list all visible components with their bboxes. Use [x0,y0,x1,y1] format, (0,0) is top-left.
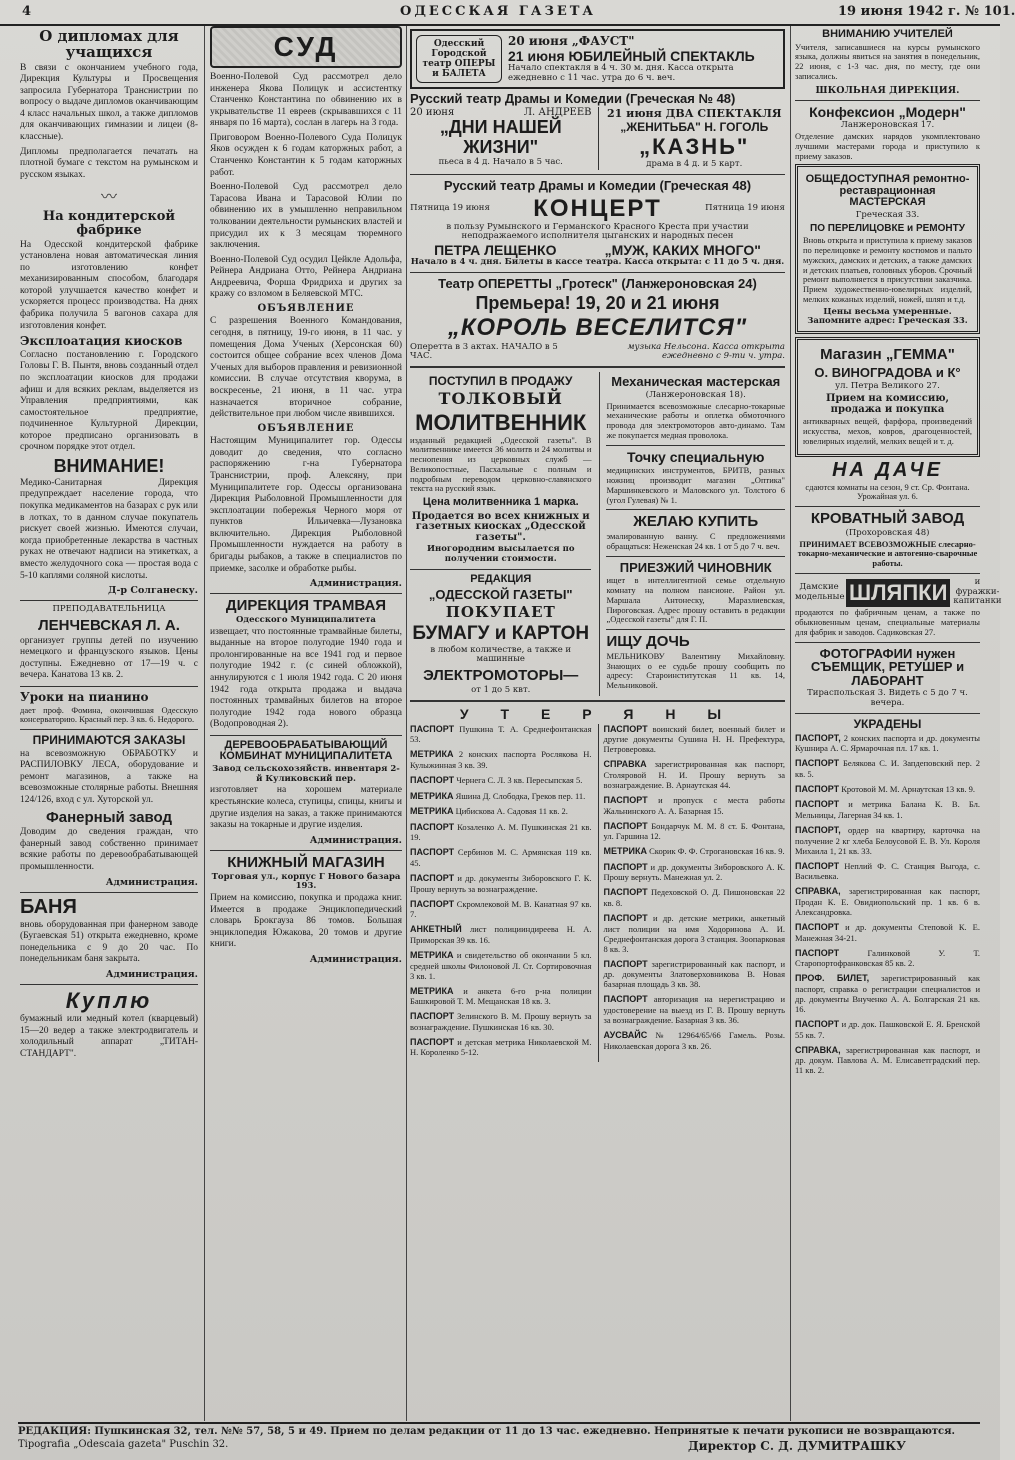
classified-entry [795,1019,980,1040]
gemma-subtitle: ул. Петра Великого 27. [835,380,940,391]
opera-line-2: 21 июня ЮБИЛЕЙНЫЙ СПЕКТАКЛЬ [508,48,755,64]
classified-entry [795,861,980,882]
concert-word: КОНЦЕРТ [533,194,662,222]
lost-title: У Т Е Р Я Н Ы [459,705,736,722]
drama-left-play: „ДНИ НАШЕЙ ЖИЗНИ" [439,117,562,157]
court-text-4: Военно-Полевой Суд осудил Цейкле Адольфа, Рейнера Андриана Отто, Рейнера Андриана Андреевича, Форша Фридриха и других за кражу со взломом в Беляевской МТС. [210,254,402,300]
classified-entry-text: лист полицииндиреева Н. А. Приморская 39 кв. 16. [410,924,592,945]
bath-signature: Администрация. [105,968,198,980]
classified-entry-label: ПАСПОРТ [795,921,840,932]
drama-right-play-1: „ЖЕНИТЬБА" Н. ГОГОЛЬ [620,120,769,135]
divider [606,445,785,446]
concert-info: Начало в 4 ч. дня. Билеты в кассе театра. Касса открыта: с 11 до 5 ч. дня. [410,257,785,268]
classified-entry-text: № 12964/65/66 Гамель. Розы. Николаевская дорога 3 кв. 26. [603,1030,785,1051]
column-rule [790,26,791,1421]
classified-entry [604,994,786,1025]
divider [20,686,198,687]
classified-entry-label: МЕТРИКА [410,949,454,960]
lost-column-a [410,724,592,1063]
classified-entry-text: Бондарчук М. М. 8 ст. Б. Фонтана, ул. Гаршина 12. [603,820,785,842]
classified-entry-label: ПАСПОРТ, [795,732,841,743]
piano-title: Уроки на пианино [20,689,149,704]
paper-kw: от 1 до 5 квт. [471,684,531,695]
paper-buys: ПОКУПАЕТ [445,602,556,621]
classified-entry-label: ПАСПОРТ [603,820,648,831]
daughter-text: МЕЛЬНИКОВУ Валентину Михайловну. Знающих о ее судьбе прошу сообщить по адресу: Староинститутская 11 кв. 14, Мельниковой. [606,650,785,691]
teacher-text: организует группы детей по изучению немецкого и французского языков. Цены доступны. Ежедневно от 17—19 ч. с вечера. Канатова 13 кв. 2. [20,635,198,681]
dacha-title: НА ДАЧЕ [832,458,943,481]
repair-text: Вновь открыта и приступила к приему заказов по перелицовке и ремонту костюмов и пальто мужских, дамских и детских, а также дамских и детских платьев, головных уборов. Срочный ремонт выполняется в присутствии заказчика. Прием художественно-ювелирных изделий, мелких кожаных изделий, ножей, шляп и т.д. [803,235,972,304]
column-3 [410,26,785,1062]
divider [20,600,198,601]
operetta-show: „КОРОЛЬ ВЕСЕЛИТСЯ" [447,314,748,342]
classified-entry-text: Педеховской О. Д. Пишоновская 22 кв. 8. [603,887,785,909]
repair-subtitle: Греческая 33. [855,210,920,220]
classified-entry-text: зарегистрированная как паспорт, и др. докум. Павлова А. М. Елисаветградский пер. 11 кв. 2. [795,1044,981,1076]
column-1 [20,26,198,1063]
kiosk-title: Эксплоатация киосков [20,334,183,349]
classified-entry-text: ордер на квартиру, карточка на получение 2 кг хлеба Белоусовой Е. В. Ул. Короля Михаила 1, 21 кв. 33. [795,825,981,856]
lost-column-b [598,724,786,1063]
classified-entry [410,899,592,920]
drama-left-info: пьеса в 4 д. Начало в 5 час. [438,156,563,167]
classified-entry [795,825,980,856]
diplomas-text-2: Дипломы предполагается печатать на плотной бумаге с текстом на румынском и русском языках. [20,146,198,180]
classified-entry-text: и пропуск с места работы Жальнинского А. А. Базарная 15. [603,794,786,816]
page-header [0,0,1015,26]
classified-entry-text: 2 конских паспорта и др. документы Кушнира А. С. Ярмарочная пл. 17 кв. 1. [795,732,981,754]
court-text-3: Военно-Полевой Суд рассмотрел дело Тарасова Ивана и Тарасовой Юлии по обвинению их в умышленно неправильном толковании деятельности румынских властей и присудил их к 3 месяцам тюремного заключения. [210,182,402,251]
classified-entry-label: ПАСПОРТ [410,821,455,832]
divider [210,850,402,851]
classified-entry-label: ПАСПОРТ [603,913,648,924]
visitor-title: ПРИЕЗЖИЙ ЧИНОВНИК [619,559,772,575]
operetta-premiere: Премьера! 19, 20 и 21 июня [475,292,720,313]
classified-entry-label: ПАСПОРТ [603,994,648,1005]
gemma-caps: Прием на комиссию, продажа и покупка [826,393,949,415]
classified-entry [795,784,980,795]
teachers-signature: ШКОЛЬНАЯ ДИРЕКЦИЯ. [815,84,960,96]
candy-text: На Одесской кондитерской фабрике установлена новая автоматическая линия по изготовлению конфет механизированным способом, благодаря которой улучшается качество конфет и ускоряется процесс производства. На днях фабрика получила 5 вагонов сахара для изготовления конфет. [20,239,198,331]
classified-entry-label: ПАСПОРТ [410,1036,455,1047]
bath-title: БАНЯ [20,895,77,918]
page-footer [18,1422,980,1455]
classified-entry-label: ПАСПОРТ [603,958,648,969]
classified-entry-text: и свидетельство об окончании 5 кл. средней школы Филоновой Л. Ст. Сортировочная 3 кв. 1. [410,949,592,981]
visitor-text: ищет в интеллигентной семье отдельную комнату на полном пансионе. Район ул. Маршала Антонеску, Маразлиевская, Пироговская. Адрес прошу оставить в редакции „Одесской газеты" для Г. П. [606,575,785,625]
classified-entry-text: и др. док. Пашковской Е. Я. Бренской 55 кв. 7. [795,1018,980,1040]
attention-signature: Д-р Солганеску. [108,585,198,597]
classified-entry-label: ПАСПОРТ [603,887,648,898]
mech-title: Механическая мастерская [611,374,781,390]
classified-entry-label: ПАСПОРТ [603,794,648,805]
divider [410,700,785,702]
notice-2-title: ОБЪЯВЛЕНИЕ [257,422,355,434]
divider [795,573,980,574]
books-subtitle: Торговая ул., корпус Г Нового базара 193. [211,871,401,892]
classified-entry-text: зарегистрированная как паспорт, Столяровой Н. И. Прошу вернуть за вознаграждение. В. Арнаутская 44. [603,759,786,790]
tram-text: извещает, что постоянные трамвайные билеты, выданные на второе полугодие 1940 года и пролонгированные на все 1941 год и первое полугодие 1942 г. (с синей обложкой), аннулируются с 1 июля 1942 года. С 20 июня 1942 года открыта продажа и выдача постоянных трамвайных билетов на второе полугодие 1942 года нового образца (Водопроводная 2). [210,626,402,730]
divider [606,629,785,630]
repair-footer: Цены весьма умеренные. Запомните адрес: Греческая 33. [807,306,968,327]
notice-1-title: ОБЪЯВЛЕНИЕ [257,302,355,314]
hats-right: и фуражки-капитанки [953,576,1002,607]
divider [606,556,785,557]
classified-entry-label: ПАСПОРТ [795,783,840,794]
repair-caps: ПО ПЕРЕЛИЦОВКЕ и РЕМОНТУ [810,222,965,234]
column-2 [210,26,402,968]
classified-entry [410,924,592,945]
divider [410,366,785,368]
court-logo: СУД [210,26,402,68]
classified-entry-label: АНКЕТНЫЙ [410,924,462,935]
plywood-title: Фанерный завод [45,808,173,826]
classified-entry [604,821,786,842]
classified-entry [795,922,980,943]
classified-entry-label: МЕТРИКА [410,985,454,996]
classified-entry-label: СПРАВКА, [795,1044,841,1055]
court-text-1: Военно-Полевой Суд рассмотрел дело инженера Якова Полицук и ассистентку Станченко Константина по обвинению их в укрывательстве 11 евреев (скрывавшихся с 11 января по 16 марта), сослан в лагерь на 3 года. [210,72,402,129]
diplomas-title: О дипломах для учащихся [39,27,179,61]
classified-entry-text: и др. документы Зиборовского А. К. Прошу вернуть. Манежная ул. 2. [603,861,785,883]
photo-text: Тираспольская 3. Видеть с 5 до 7 ч. вечера. [807,688,968,709]
notice-1-text: С разрешения Военного Командования, сегодня, в пятницу, 19-го июня, в 11 час. у помещения Дома Ученых (Херсонская 60) состоится общее собрание всех членов Дома Ученых для выборов правления и ревизионной комиссии. В случае отсутствия кворума, в воскресенье, 21 июня, в 11 час. утра назначается вторичное собрание, действительное при любом числе явившихся. [210,316,402,420]
divider [210,735,402,736]
concert-right-date: Пятница 19 июня [705,202,785,213]
classified-entry [410,806,592,817]
plywood-signature: Администрация. [105,876,198,888]
classified-entry [410,724,592,745]
classified-entry [604,1030,786,1051]
gemma-owner: О. ВИНОГРАДОВА и К° [814,364,961,380]
plywood-text: Доводим до сведения граждан, что фанерный завод собственно принимает всякие работы по деревообрабатывающей промышленности. [20,827,198,872]
classified-entry-label: СПРАВКА [603,759,647,770]
classified-entry-text: и др. документы Степовой К. Е. Манежная 34-21. [795,921,980,943]
opera-line-3: Начало спектакля в 4 ч. 30 м. дня. Касса открыта ежедневно с 11 час. утра до 6 ч. веч. [508,63,734,83]
classified-entry-label: МЕТРИКА [603,846,647,857]
issue-date: 19 июня 1942 г. № 101. [838,4,1015,19]
operetta-info-left: Оперетта в 3 актах. НАЧАЛО в 5 ЧАС. [410,341,558,362]
classified-entry-label: МЕТРИКА [410,749,454,760]
notice-2-text: Настоящим Муниципалитет гор. Одессы доводит до сведения, что согласно распоряжению г-на Губернатора Транснистрии, проф. Алексяну, при Муниципалитете гор. Одессы организована Дирекция Рыболовной Промышленности для эксплоатации побережья Черного моря от пунктов Ильичевка—Лузановка включительно. Дирекция Рыболовной Промышленности нуждается на работу в бригады рыбаков, а также в специалистов по приемке, засолке и обработке рыбы. [210,436,402,574]
classified-entry-label: ПАСПОРТ [795,1018,840,1029]
stolen-title: УКРАДЕНЫ [853,717,922,731]
dacha-text: сдаются комнаты на сезон, 9 ст. Ср. Фонтана. Урожайная ул. 6. [805,481,970,502]
attention-text: Медико-Санитарная Дирекция предупреждает население города, что покупка медикаментов на базарах с рук или в лотках, то в данном случае покупатель рискует своей жизнью. Имеются случаи, когда приобретенные лекарства в частных руках не отвечают надписи на этикетках, а вместо желудочного сока — простая вода с 5-10 каплями соляной кислоты. [20,477,198,581]
classified-entry-label: ПАСПОРТ [410,898,455,909]
combine-signature: Администрация. [309,834,402,846]
masthead-title: ОДЕССКАЯ ГАЗЕТА [400,4,596,19]
classified-entry-label: ПАСПОРТ [795,758,840,769]
classified-entry [410,847,592,868]
orders-title: ПРИНИМАЮТСЯ ЗАКАЗЫ [32,733,186,748]
drama-left-author: Л. АНДРЕЕВ [523,107,592,119]
wish-title: ЖЕЛАЮ КУПИТЬ [633,513,759,531]
divider-ornament: 〰 [100,187,117,207]
classified-entry-label: ПАСПОРТ [795,799,840,810]
classified-entry [795,799,980,820]
paper-odessa: „ОДЕССКОЙ ГАЗЕТЫ" [428,587,573,603]
classified-entry-label: МЕТРИКА [410,806,454,817]
classified-entry-label: МЕТРИКА [410,790,454,801]
books-text: Прием на комиссию, покупка и продажа книг. Имеется в продаже Энциклопедический словарь Брокгауза 86 томов. Большая энциклопедия Южакова, 20 томов и другие книги. [210,893,402,950]
classified-entry-label: ПАСПОРТ [410,873,455,884]
piano-text: дает проф. Фомина, окончившая Одесскую консерваторию. Красный пер. 3 кв. 6. Недорого. [20,704,198,725]
footer-director: Директор С. Д. ДУМИТРАШКУ [688,1439,906,1453]
gemma-text: антикварных вещей, фарфора, произведений искусства, мехов, ковров, драгоценностей, ювелирных изделий, мелких вещей и т. д. [803,416,972,446]
classified-entry-text: и др. детские метрики, анкетный лист полиции на имя Ходоринова А. И. Среднефонтанская дорога 3 станция. Зоопарковая 8 кв. 3. [603,913,786,954]
classified-entry-text: Галинковой У. Т. Старопортофранковская 85 кв. 2. [795,947,980,969]
classified-entry-text: зарегистрированная как паспорт, Продан К. Е. Овидиопольский пр. 1 кв. 6 в. Александровка. [795,886,981,917]
hats-text: продаются по фабричным ценам, а также по обыкновенным ценам, специальные материалы для фабрик и заводов. Садиковская 27. [795,607,980,637]
classified-entry-text: и метрика Балана К. В. Бл. Мельницы, Лагерная 34 кв. 1. [795,799,980,821]
modern-subtitle: Ланжероновская 17. [840,120,935,131]
opera-sign: Одесский Городской театр ОПЕРЫ и БАЛЕТА [416,35,502,83]
repair-title: ОБЩЕДОСТУПНАЯ ремонтно-реставрационная МАСТЕРСКАЯ [805,173,970,209]
notice-2-signature: Администрация. [309,578,402,590]
modern-text: Отделение дамских нарядов укомплектовано лучшими мастерами города и приступило к приему заказов. [795,131,980,161]
column-rule [204,26,205,1421]
classified-entry [410,1037,592,1058]
classified-entry-text: Пушкина Т. А. Среднефонтанская 53. [410,723,592,745]
modern-title: Конфексион „Модерн" [809,103,966,120]
attention-title: ВНИМАНИЕ! [53,455,165,476]
bed-title: КРОВАТНЫЙ ЗАВОД [810,510,965,528]
classified-entry-text: 2 конских паспорта Рослякова Н. Кулыжинная 3 кв. 39. [410,749,592,770]
divider [210,593,402,594]
divider [410,569,591,570]
repair-ad [795,164,980,334]
court-text-2: Приговором Военно-Полевого Суда Полицук Яков осужден к 6 годам каторжных работ, а Станченко Константин к 5 годам каторжных работ. [210,132,402,178]
hats-left: Дамские модельные [795,581,845,602]
divider [20,729,198,730]
classified-entry-text: и анкета 6-го р-на полиции Башкировой Т. М. Мещанская 18 кв. 3. [410,985,592,1007]
classified-entry-text: зарегистрированный как паспорт, справка о регистрации специалистов и др. документы Внученко А. А. Болгарская 21 кв. 16. [795,973,980,1014]
combine-subtitle: Завод сельскохозяйств. инвентаря 2-й Куликовский пер. [212,763,400,784]
column-rule [406,26,407,1421]
prayer-title-1: ТОЛКОВЫЙ [438,388,563,408]
grind-text: медицинских инструментов, БРИТВ, разных ножниц производит магазин „Оптика" Маршинкевского и Маловского ул. Толстого 6 (угол Гулевая) № 1. [606,465,785,505]
ads-left [410,372,591,696]
classified-entry-label: ПАСПОРТ [410,1011,455,1022]
footer-editorial: РЕДАКЦИЯ: Пушкинская 32, тел. №№ 57, 58, 5 и 49. Прием по делам редакции от 11 до 13 час. ежедневно. Непринятые к печати рукописи не возвращаются. [18,1426,956,1437]
books-title: КНИЖНЫЙ МАГАЗИН [227,853,385,871]
classified-entry-text: Скромлековой М. В. Канатная 97 кв. 7. [410,898,592,920]
prayer-mail: Иногородним высылается по получении стоимости. [426,544,575,565]
ads-right [599,372,785,696]
classified-entry-text: и др. документы Зиборовского Г. К. Прошу вернуть за вознаграждение. [410,873,592,894]
daughter-title: ИЩУ ДОЧЬ [606,633,690,651]
classified-entry [410,791,592,802]
divider [795,506,980,507]
classified-entry-label: СПРАВКА, [795,886,841,897]
diplomas-text: В связи с окончанием учебного года, Дирекция Культуры и Просвещения запросила Губернатора Транснистрии по вопросу о выдаче дипломов оканчивающим 4 класс начальных школ, а также дипломов для оканчивающих гимназии и лицеи (8-классные). [20,62,198,142]
prayer-where: Продается во всех книжных и газетных киосках „Одесской газеты". [411,510,590,543]
divider [606,509,785,510]
prayer-title-2: МОЛИТВЕННИК [415,409,587,435]
orders-text: на всевозможную ОБРАБОТКУ и РАСПИЛОВКУ ЛЕСА, оборудование и ремонт магазинов, а также на всевозможные столярные работы. Внешняя 124/126, вход с ул. Хуторской ул. [20,748,198,805]
paper-goods: БУМАГУ и КАРТОН [412,622,590,644]
classified-entry [604,959,786,990]
tram-subtitle: Одесского Муниципалитета [236,614,376,625]
footer-printer: Tipografia „Odescaia gazeta" Puschin 32. [18,1439,229,1450]
classified-entry [604,887,786,908]
concert-show: „МУЖ, КАКИХ МНОГО" [604,242,761,259]
divider [795,713,980,714]
mech-text: Принимается всевозможные слесарно-токарные механические работы и оплетка обмоточного провода для электромоторов авто-динамо. Там же покупается медная проволока. [606,400,785,440]
drama-title: Русский театр Драмы и Комедии (Греческая № 48) [410,90,736,106]
hats-ad [795,576,1002,607]
paper-text: в любом количестве, а также и машинные [430,644,572,665]
prayer-on-sale: ПОСТУПИЛ В ПРОДАЖУ [428,374,573,389]
concert-header [410,195,785,223]
bed-text: ПРИНИМАЕТ ВСЕВОЗМОЖНЫЕ слесарно-токарно-механические и автогенно-сварочные работы. [797,538,978,569]
classified-entry [410,775,592,786]
combine-title: ДЕРЕВООБРАБАТЫВАЮЩИЙ КОМБИНАТ МУНИЦИПАЛИТЕТА [219,738,393,763]
bath-text: вновь оборудованная при фанерном заводе (Бугаевская 51) открыта ежедневно, кроме понедельника с 9 до 20 час. По понедельникам баня закрыта. [20,919,198,965]
classified-entry-label: АУСВАЙС [603,1030,648,1041]
divider [410,272,785,273]
operetta-title: Театр ОПЕРЕТТЫ „Гротеск" (Ланжероновская 24) [438,275,757,291]
gemma-title: Магазин „ГЕММА" [820,346,955,364]
classified-entry-label: ПАСПОРТ [410,847,455,858]
classified-entry-text: Белякова С. И. Запдеповский пер. 2 кв. 5. [795,758,980,779]
classified-entry [795,1045,980,1076]
classified-entry-label: ПАСПОРТ [795,860,840,871]
classified-entry [410,822,592,843]
ads-block [410,372,785,696]
operetta-info-right: музыка Нельсона. Касса открыта ежедневно с 9-ти ч. утра. [627,341,785,362]
divider [20,984,198,985]
kiosk-text: Согласно постановлению г. Городского Головы Г. В. Пынтя, вновь созданный отдел по эксплоатации киосков для продажи афиш и для всяких реклам, выделяется из Управления предприятиями, как самостоятельное предприятие, подчиненное Культурной Дирекции, которое предписано организовать в срочном порядке этот отдел. [20,349,198,453]
classified-entry-text: Зелинского В. М. Прошу вернуть за вознаграждение. Пушкинская 16 кв. 30. [410,1011,592,1032]
classified-entry [795,733,980,754]
drama-right-play-2: „КАЗНЬ" [639,134,750,160]
mech-subtitle: (Ланжероновская 18). [645,389,746,400]
classified-entry-label: ПРОФ. БИЛЕТ, [795,973,870,984]
tram-title: ДИРЕКЦИЯ ТРАМВАЯ [225,597,387,615]
classified-entry-label: ПАСПОРТ [603,723,648,734]
classified-entry [795,886,980,917]
classified-entry [604,862,786,883]
drama-right-info: драма в 4 д. и 5 карт. [646,159,743,170]
classified-entry-text: авторизация на нерегистрацию и удостоверение на выезд из Г. В. Прошу вернуть за вознаграждение. Базарная 3 кв. 36. [603,994,785,1026]
lost-list [410,724,785,1063]
concert-text: в пользу Румынского и Германского Красного Креста при участии неподражаемого исполнителя цыганских и народных песен [446,221,749,242]
classified-entry [410,873,592,894]
drama-right-date: 21 июня ДВА СПЕКТАКЛЯ [606,107,782,121]
column-4 [795,26,1002,1080]
photo-title: ФОТОГРАФИИ нужен СЪЕМЩИК, РЕТУШЕР и ЛАБОРАНТ [810,645,965,688]
divider [410,174,785,175]
classified-entry [410,749,592,770]
classified-entry [795,973,980,1014]
classified-entry-label: ПАСПОРТ [795,947,840,958]
combine-text: изготовляет на хорошем материале крестьянские колеса, ступицы, спицы, книгы и другие изделия на заказ, а также принимаются заказы на токарные и другие изделия. [210,785,402,831]
concert-left-date: Пятница 19 июня [410,202,490,213]
gemma-ad [795,337,980,456]
classified-entry-text: воинский билет, военный билет и другие документы Сушина Н. Н. Префектура, Петроверовка. [603,723,786,755]
opera-ad [410,29,785,89]
classified-entry-text: Кротовой М. М. Арнаутская 13 кв. 9. [841,783,975,794]
classified-entry-text: и детская метрика Николаевской М. Н. Короленко 5-12. [410,1036,592,1058]
classified-entry-text: Сербинов М. С. Армянская 119 кв. 45. [410,847,592,869]
concert-artist: ПЕТРА ЛЕЩЕНКО [434,242,557,259]
classified-entry [604,795,786,816]
divider [20,892,198,893]
paper-editorial: РЕДАКЦИЯ [470,572,532,585]
operetta-info [410,343,785,363]
buy-title: Куплю [65,987,153,1013]
classified-entry [410,986,592,1007]
classified-entry-label: ПАСПОРТ [603,861,648,872]
teacher-name: ЛЕНЧЕВСКАЯ Л. А. [38,616,180,634]
concert-title: Русский театр Драмы и Комедии (Греческая 48) [443,177,752,193]
buy-text: бумажный или медный котел (кварцевый) 15—20 ведер а также электродвигатель и холодильный аппарат „ТИТАН-СТАНДАРТ". [20,1013,198,1059]
teachers-title: ВНИМАНИЮ УЧИТЕЛЕЙ [822,28,953,40]
classified-entry-label: ПАСПОРТ [410,774,455,785]
classified-entry [410,950,592,981]
classified-entry [795,758,980,779]
bed-subtitle: (Прохоровская 48) [845,527,930,538]
divider [795,100,980,101]
wish-text: эмалированную ванну. С предложениями обращаться: Неженская 24 кв. 1 от 5 до 7 ч. веч. [606,531,785,551]
classified-entry-text: зарегистрированный как паспорт, и др. документы Златоверховникова В. Новая базарная площадь 3 кв. 38. [603,958,786,990]
prayer-text: изданный редакцией „Одесской газеты". В молитвеннике имеется 36 молитв и 24 молитвы и песнопения из церковных служб — Великопостные, Пасхальные с полным и подробным переводом церковно-славянского текста на русский язык. [410,434,592,494]
candy-title: На кондитерской фабрике [42,209,176,238]
classified-entry [604,913,786,954]
opera-line-1: 20 июня „ФАУСТ" [508,34,635,48]
classified-entry-text: Чернега С. Л. 3 кв. Пересыпская 5. [456,774,583,785]
stolen-list [795,733,980,1076]
books-signature: Администрация. [309,953,402,965]
classified-entry-label: ПАСПОРТ [410,723,455,734]
grind-title: Точку специальную [627,448,765,465]
teacher-label: ПРЕПОДАВАТЕЛЬНИЦА [52,604,166,615]
classified-entry-label: ПАСПОРТ, [795,825,841,836]
classified-entry-text: Неплий Ф. С. Станция Выгода, с. Васильевка. [795,860,981,882]
classified-entry-text: Козаленко А. М. Пушкинская 21 кв. 19. [410,821,592,843]
divider [795,642,980,643]
concert-names [410,242,785,258]
classified-entry-text: Цибискова А. Садовая 11 кв. 2. [455,806,568,817]
classified-entry [604,759,786,790]
classified-entry-text: Скорик Ф. Ф. Строгановская 16 кв. 9. [649,846,785,857]
classified-entry [410,1011,592,1032]
page-number: 4 [22,4,32,19]
classified-entry [604,724,786,755]
teachers-text: Учителя, записавшиеся на курсы румынского языка, должны явиться на занятия в понедельник, 22 июня, с 1-3 час. дня, по месту, где они записались. [795,41,980,81]
classified-entry-text: Яшина Д. Слободка, Греков пер. 11. [455,790,586,801]
hats-word: ШЛЯПКИ [846,579,950,607]
prayer-price: Цена молитвенника 1 марка. [422,496,579,509]
paper-motors: ЭЛЕКТРОМОТОРЫ— [423,667,579,685]
drama-ad [410,107,785,170]
classified-entry [795,948,980,969]
drama-left-date: 20 июня [410,107,455,119]
classified-entry [604,846,786,857]
